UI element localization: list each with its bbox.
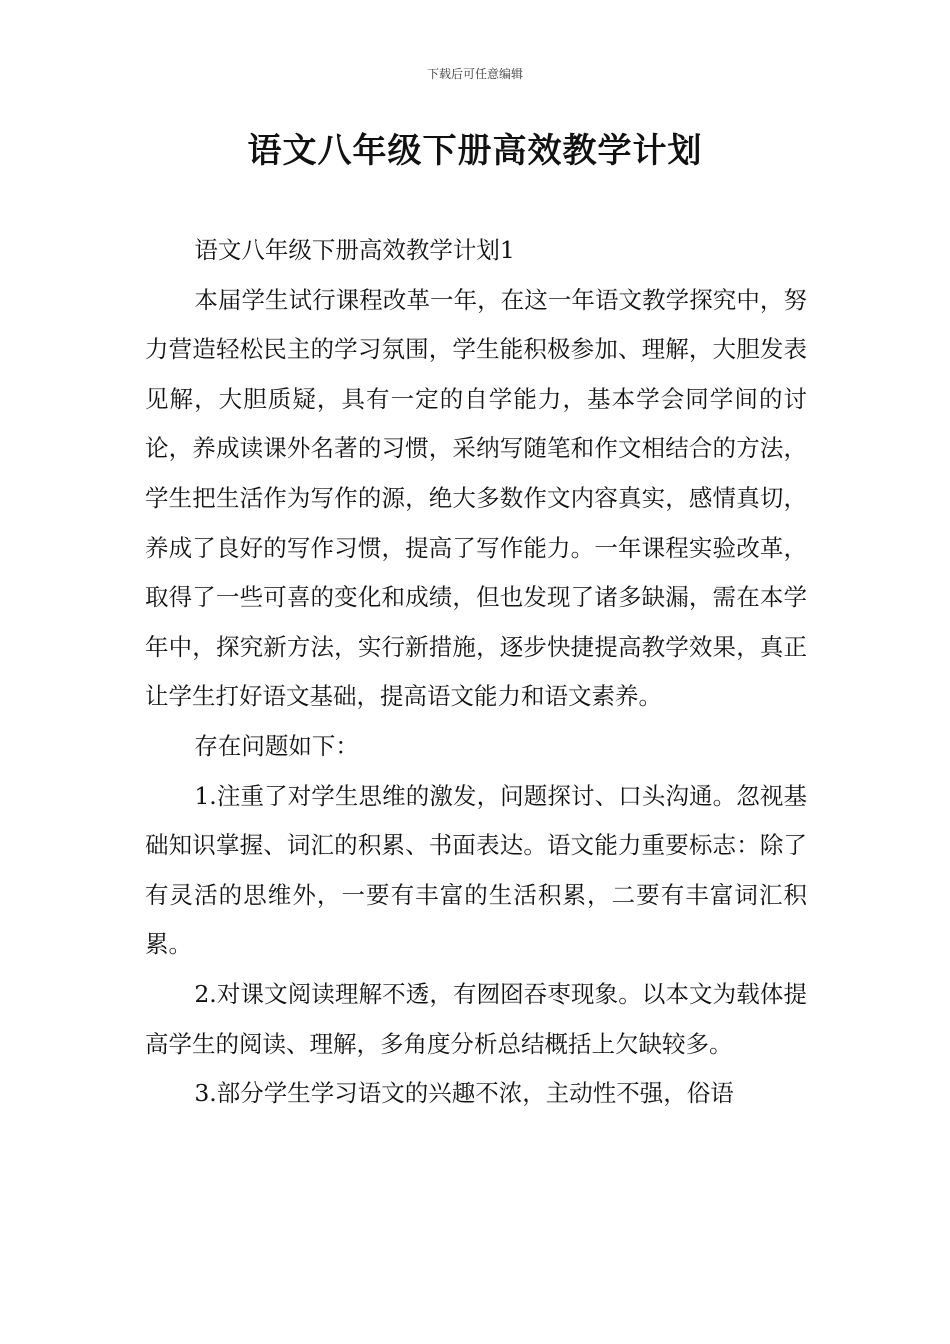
section-heading: 语文八年级下册高效教学计划1	[194, 236, 515, 264]
document-body	[145, 226, 807, 1119]
document-title: 语文八年级下册高效教学计划	[247, 131, 703, 171]
body-paragraph: 3.部分学生学习语文的兴趣不浓，主动性不强，俗语	[194, 1079, 734, 1108]
body-paragraph: 2.对课文阅读理解不透，有囫囵吞枣现象。以本文为载体提高学生的阅读、理解，多角度分析总结概括上欠缺较多。	[145, 979, 807, 1058]
body-paragraph: 1.注重了对学生思维的激发，问题探讨、口头沟通。忽视基础知识掌握、词汇的积累、书面表达。语文能力重要标志：除了有灵活的思维外，一要有丰富的生活积累，二要有丰富词汇积累。	[145, 781, 807, 959]
header-note: 下载后可任意编辑	[426, 67, 523, 81]
body-paragraph: 存在问题如下：	[194, 731, 359, 760]
body-paragraph: 本届学生试行课程改革一年，在这一年语文教学探究中，努力营造轻松民主的学习氛围，学生能积极参加、理解，大胆发表见解，大胆质疑，具有一定的自学能力，基本学会同学间的讨论，养成读课外名著的习惯，采纳写随笔和作文相结合的方法，学生把生活作为写作的源，绝大多数作文内容真实，感情真切，养成了良好的写作习惯，提高了写作能力。一年课程实验改革，取得了一些可喜的变化和成绩，但也发现了诸多缺漏，需在本学年中，探究新方法，实行新措施，逐步快捷提高教学效果，真正让学生打好语文基础，提高语文能力和语文素养。	[145, 285, 807, 711]
